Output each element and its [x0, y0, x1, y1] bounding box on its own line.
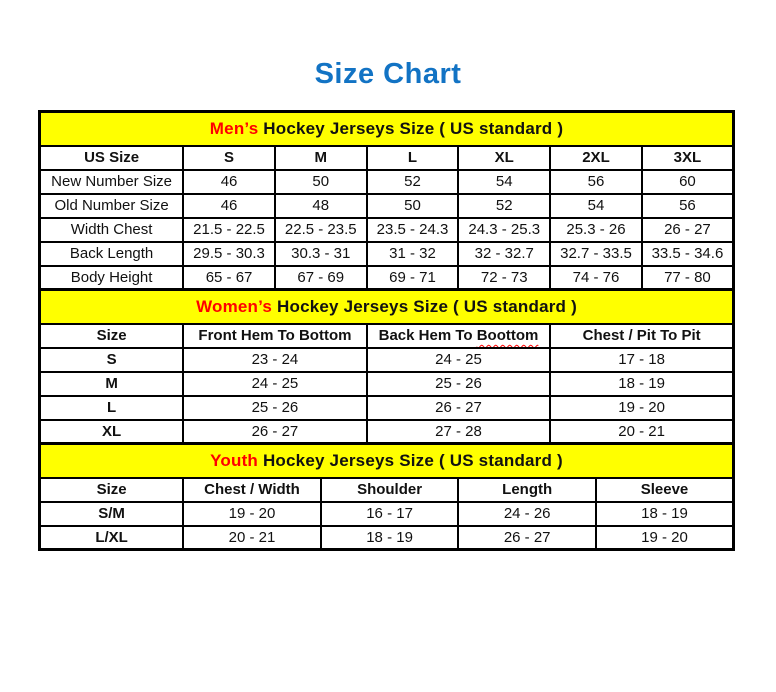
section-heading-row	[40, 290, 734, 324]
value-cell: 17 - 18	[550, 348, 733, 372]
value-cell: 60	[642, 170, 734, 194]
table-row	[40, 170, 734, 194]
value-cell: 24 - 25	[367, 348, 551, 372]
size-tables-container	[38, 110, 735, 551]
section-heading-row	[40, 112, 734, 146]
value-cell: 20 - 21	[183, 526, 321, 550]
row-label-cell: S/M	[40, 502, 184, 526]
table-row	[40, 218, 734, 242]
column-header-cell	[367, 324, 551, 348]
size-table-mens	[38, 110, 735, 291]
value-cell: 19 - 20	[550, 396, 733, 420]
value-cell: 46	[183, 170, 275, 194]
column-header-cell: XL	[458, 146, 550, 170]
section-heading-mens	[40, 112, 734, 146]
table-row	[40, 348, 734, 372]
heading-text: Hockey Jerseys Size ( US standard )	[258, 118, 564, 138]
table-row	[40, 420, 734, 444]
value-cell: 54	[550, 194, 642, 218]
table-row	[40, 372, 734, 396]
value-cell: 22.5 - 23.5	[275, 218, 367, 242]
value-cell: 50	[367, 194, 459, 218]
value-cell: 52	[367, 170, 459, 194]
value-cell: 19 - 20	[596, 526, 734, 550]
table-row	[40, 502, 734, 526]
heading-text: Hockey Jerseys Size ( US standard )	[272, 296, 577, 316]
value-cell: 32.7 - 33.5	[550, 242, 642, 266]
row-label-cell: M	[40, 372, 184, 396]
value-cell: 23 - 24	[183, 348, 367, 372]
row-label-cell: New Number Size	[40, 170, 184, 194]
row-label-cell: L	[40, 396, 184, 420]
value-cell: 77 - 80	[642, 266, 734, 290]
column-header-cell: Size	[40, 478, 184, 502]
value-cell: 25 - 26	[367, 372, 551, 396]
table-row	[40, 526, 734, 550]
column-header-cell: Length	[458, 478, 596, 502]
value-cell: 26 - 27	[367, 396, 551, 420]
table-row	[40, 242, 734, 266]
column-header-cell: L	[367, 146, 459, 170]
value-cell: 24 - 25	[183, 372, 367, 396]
size-table-youth	[38, 442, 735, 551]
value-cell: 27 - 28	[367, 420, 551, 444]
row-label-cell: Old Number Size	[40, 194, 184, 218]
value-cell: 50	[275, 170, 367, 194]
row-label-cell: L/XL	[40, 526, 184, 550]
value-cell: 46	[183, 194, 275, 218]
value-cell: 65 - 67	[183, 266, 275, 290]
row-label-cell: Back Length	[40, 242, 184, 266]
value-cell: 52	[458, 194, 550, 218]
value-cell: 69 - 71	[367, 266, 459, 290]
value-cell: 72 - 73	[458, 266, 550, 290]
value-cell: 26 - 27	[183, 420, 367, 444]
value-cell: 20 - 21	[550, 420, 733, 444]
column-header-cell: M	[275, 146, 367, 170]
column-header-cell: 3XL	[642, 146, 734, 170]
value-cell: 23.5 - 24.3	[367, 218, 459, 242]
column-header-cell: US Size	[40, 146, 184, 170]
value-cell: 33.5 - 34.6	[642, 242, 734, 266]
value-cell: 25 - 26	[183, 396, 367, 420]
column-header-cell: Size	[40, 324, 184, 348]
value-cell: 16 - 17	[321, 502, 459, 526]
value-cell: 26 - 27	[642, 218, 734, 242]
value-cell: 26 - 27	[458, 526, 596, 550]
header-text: Back Hem To	[378, 327, 477, 344]
column-header-cell: Chest / Pit To Pit	[550, 324, 733, 348]
section-heading-row	[40, 444, 734, 478]
row-label-cell: XL	[40, 420, 184, 444]
heading-text: Hockey Jerseys Size ( US standard )	[258, 450, 563, 470]
table-row	[40, 194, 734, 218]
section-heading-womens	[40, 290, 734, 324]
value-cell: 18 - 19	[321, 526, 459, 550]
heading-accent: Women’s	[196, 296, 273, 316]
column-header-cell: Shoulder	[321, 478, 459, 502]
misspelled-word: Boottom	[476, 327, 539, 344]
value-cell: 32 - 32.7	[458, 242, 550, 266]
value-cell: 24 - 26	[458, 502, 596, 526]
page-title: Size Chart	[314, 58, 462, 90]
value-cell: 24.3 - 25.3	[458, 218, 550, 242]
value-cell: 54	[458, 170, 550, 194]
value-cell: 18 - 19	[596, 502, 734, 526]
row-label-cell: S	[40, 348, 184, 372]
size-table-womens	[38, 288, 735, 445]
value-cell: 48	[275, 194, 367, 218]
value-cell: 25.3 - 26	[550, 218, 642, 242]
row-label-cell: Body Height	[40, 266, 184, 290]
value-cell: 21.5 - 22.5	[183, 218, 275, 242]
heading-accent: Youth	[210, 450, 259, 470]
column-header-row	[40, 478, 734, 502]
value-cell: 56	[642, 194, 734, 218]
column-header-cell: S	[183, 146, 275, 170]
table-row	[40, 396, 734, 420]
column-header-row	[40, 324, 734, 348]
column-header-cell: Front Hem To Bottom	[183, 324, 367, 348]
value-cell: 19 - 20	[183, 502, 321, 526]
value-cell: 67 - 69	[275, 266, 367, 290]
value-cell: 18 - 19	[550, 372, 733, 396]
table-row	[40, 266, 734, 290]
value-cell: 30.3 - 31	[275, 242, 367, 266]
column-header-cell: 2XL	[550, 146, 642, 170]
heading-accent: Men’s	[209, 118, 259, 138]
row-label-cell: Width Chest	[40, 218, 184, 242]
value-cell: 74 - 76	[550, 266, 642, 290]
column-header-cell: Sleeve	[596, 478, 734, 502]
column-header-cell: Chest / Width	[183, 478, 321, 502]
section-heading-youth	[40, 444, 734, 478]
value-cell: 31 - 32	[367, 242, 459, 266]
column-header-row	[40, 146, 734, 170]
value-cell: 29.5 - 30.3	[183, 242, 275, 266]
value-cell: 56	[550, 170, 642, 194]
